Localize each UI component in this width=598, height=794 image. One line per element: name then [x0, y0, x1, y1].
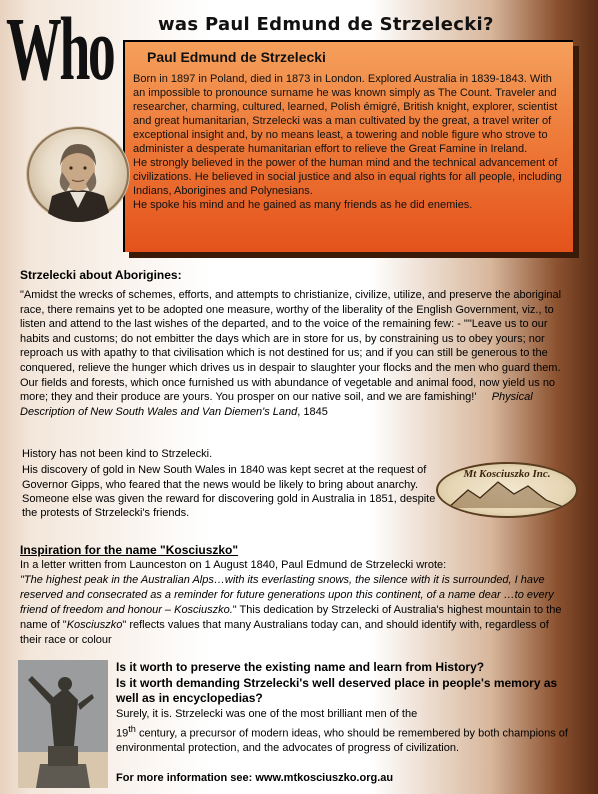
inspiration-heading: Inspiration for the name "Kosciuszko" — [20, 543, 239, 557]
aborigines-heading: Strzelecki about Aborigines: — [20, 268, 182, 282]
inspiration-intro: In a letter written from Launceston on 1 August 1840, Paul Edmund de Strzelecki wrote: — [20, 559, 447, 571]
stamp-text: Mt Kosciuszko Inc. — [463, 468, 551, 480]
bio-title: Paul Edmund de Strzelecki — [147, 49, 326, 65]
quote-source-title: Physical Description of New South Wales and Van Diemen's Land — [20, 391, 533, 418]
inspiration-name: Kosciuszko — [66, 619, 123, 631]
answer-superscript: th — [128, 723, 136, 734]
closing-question-1: Is it worth to preserve the existing name and learn from History? — [116, 660, 485, 674]
inspiration-after-2: " reflects values that many Australians today can, and should identify with, regardless of their race or colour — [20, 619, 549, 646]
quote-source-year: , 1845 — [297, 405, 328, 418]
inspiration-quote: "The highest peak in the Australian Alps…with its everlasting snows, the silence with it is surrounded, I have reserved and consecrated as a reminder for future generations upon this continent, of a name dear …to every friend of freedom and honour – Kosciuszko. — [20, 574, 554, 616]
page-title: was Paul Edmund de Strzelecki? — [158, 14, 494, 35]
history-text: His discovery of gold in New South Wales in 1840 was kept secret at the request of Governor Gipps, who feared that the news would be likely to bring about anarchy. Someone else was given the reward for discovering gold in Australia in 1851, despite the protests of Strzelecki's friends. — [22, 464, 436, 520]
bio-paragraph: He strongly believed in the power of the human mind and the technical advancement of civilizations. He believed in social justice and also in equal rights for all people, including Indians, Aborigines and Polynesians. — [133, 157, 562, 197]
answer-part-b: century, a precursor of modern ideas, who should be remembered by both champions of environmental protection, and the advocates of progress of civilization. — [116, 727, 568, 755]
bio-paragraph: Born in 1897 in Poland, died in 1873 in London. Explored Australia in 1839-1843. With an impossible to pronounce surname he was known simply as The Count. Traveler and researcher, charming, cultured, learned, Polish émigré, British knight, explorer, scientist and great humanitarian, Strzelecki was a man cultivated by the great, a travel writer of exceptional insight and, by no means least, a towering and noble figure who strove to administer a desperate humanitarian effort to relieve the Great Famine in Ireland. — [133, 73, 558, 155]
answer-century: 19 — [116, 727, 129, 740]
bio-paragraph: He spoke his mind and he gained as many friends as he did enemies. — [133, 199, 473, 211]
mt-kosciuszko-stamp-image — [436, 462, 578, 518]
inspiration-body — [20, 573, 572, 648]
inspiration-after: " This dedication by Strzelecki of Australia's highest mountain to the name of " — [20, 604, 562, 631]
aborigines-quote — [20, 288, 568, 419]
quote-text: "Amidst the wrecks of schemes, efforts, and attempts to christianize, civilize, utilize, and preserve the aboriginal race, there remains yet to be adopted one measure, worthy of the liberality of the English Government, viz., to listen and attend to the last wishes of the departed, and to the voice of the remaining few: - ""Leave us to our habits and customs; do not embitter the days which are in store for us, by constraining us to obey yours; nor reproach us with apathy to that civilisation which is not destined for us; and if you can still be generous to the conquered, relieve the hunger which drives us in despair to slaughter your flocks and the men who guard them. Our fields and forests, which once furnished us with abundance of vegetable and animal food, now yield us no more; they and their produce are yours. You prosper on our native soil, and we are famishing!' — [20, 289, 562, 404]
bio-body — [133, 72, 563, 212]
statue-image — [18, 660, 108, 788]
inspiration-section — [20, 558, 572, 648]
header-who: Who — [6, 0, 114, 99]
bio-box — [123, 40, 573, 252]
closing-question-2: Is it worth demanding Strzelecki's well deserved place in people's memory as well as in encyclopedias? — [116, 675, 558, 705]
closing-answer — [116, 707, 576, 757]
more-info-link-text: For more information see: www.mtkosciuszko.org.au — [116, 772, 394, 784]
strzelecki-portrait-image — [26, 126, 130, 222]
answer-part-a: Surely, it is. Strzelecki was one of the most brilliant men of the — [116, 707, 418, 720]
history-line: History has not been kind to Strzelecki. — [22, 448, 213, 460]
history-section — [22, 447, 442, 522]
closing-section — [116, 660, 576, 756]
